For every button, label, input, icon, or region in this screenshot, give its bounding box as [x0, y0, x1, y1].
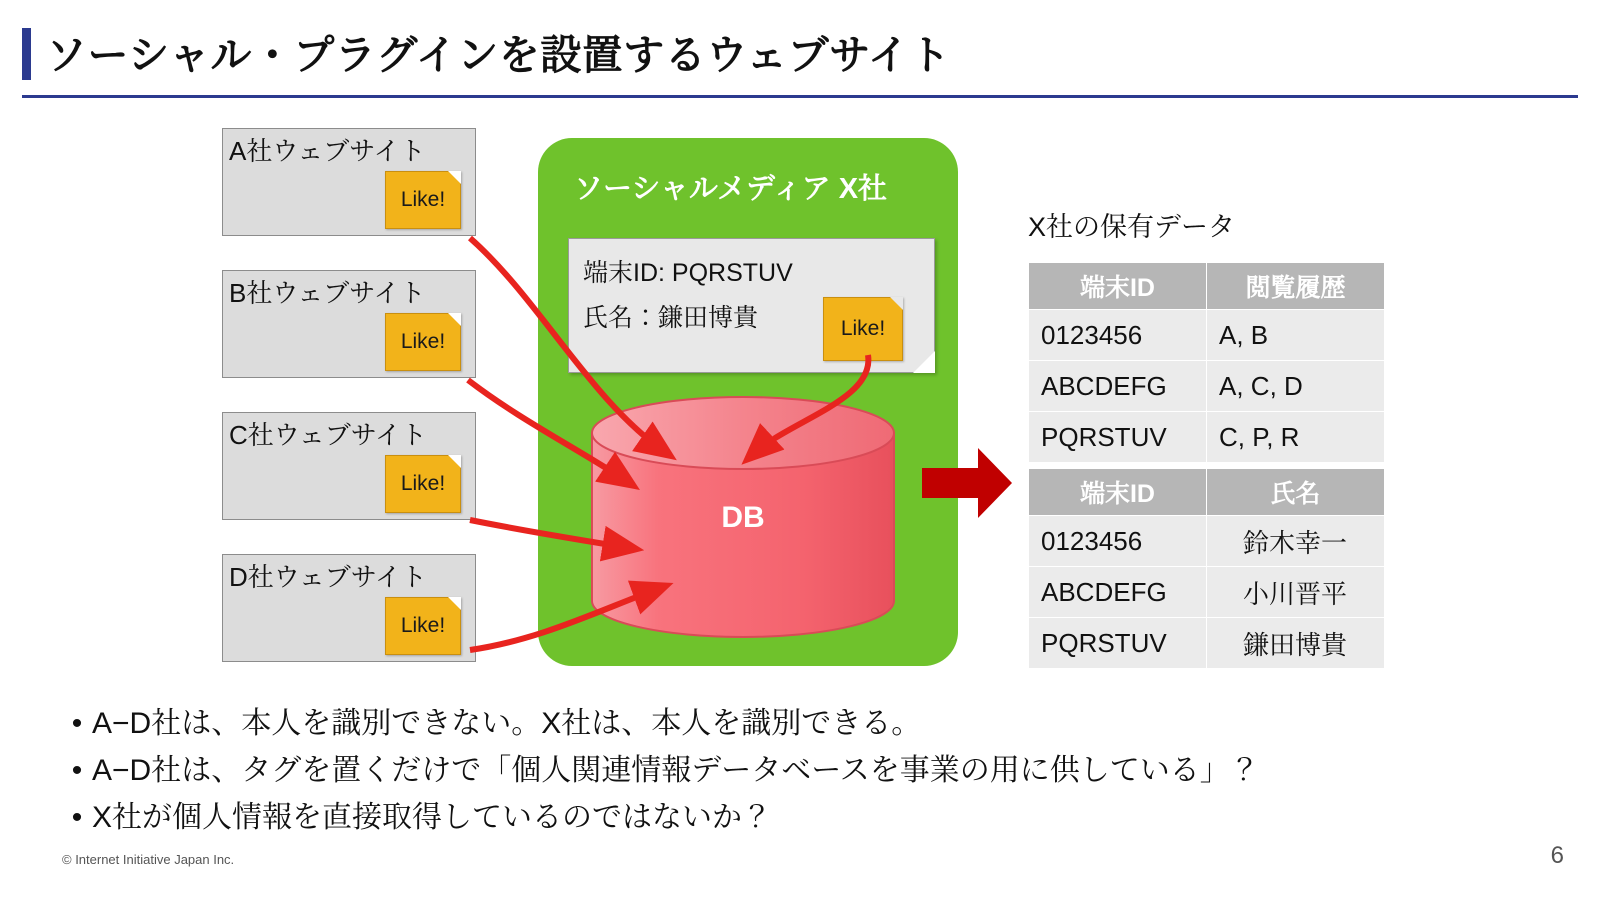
cell-device-id: PQRSTUV	[1029, 412, 1207, 463]
cell-history: A, B	[1207, 310, 1385, 361]
bullet-item	[62, 747, 1562, 794]
table-header-row	[1029, 469, 1385, 516]
website-box-b	[222, 270, 476, 378]
website-label: A社ウェブサイト	[229, 136, 426, 166]
bullet-dot-icon: •	[71, 801, 83, 834]
website-box-d	[222, 554, 476, 662]
like-plugin-icon[interactable]: Like!	[823, 297, 903, 361]
website-label: D社ウェブサイト	[229, 562, 427, 592]
bullet-item	[62, 700, 1562, 747]
website-box-c	[222, 412, 476, 520]
cell-history: C, P, R	[1207, 412, 1385, 463]
column-header-history: 閲覧履歴	[1207, 263, 1385, 310]
table-row	[1029, 310, 1385, 361]
copyright-notice: © Internet Initiative Japan Inc.	[62, 852, 235, 867]
like-plugin-icon[interactable]: Like!	[385, 171, 461, 229]
cell-history: A, C, D	[1207, 361, 1385, 412]
database-cylinder	[588, 393, 898, 641]
like-plugin-icon[interactable]: Like!	[385, 597, 461, 655]
browsing-history-table	[1028, 262, 1385, 463]
owned-data-caption: X社の保有データ	[1028, 212, 1236, 242]
table-row	[1029, 516, 1385, 567]
table-row	[1029, 618, 1385, 669]
website-label: C社ウェブサイト	[229, 420, 427, 450]
cell-device-id: ABCDEFG	[1029, 567, 1207, 618]
cell-name: 小川晋平	[1207, 567, 1385, 618]
cell-device-id: ABCDEFG	[1029, 361, 1207, 412]
bullet-text: A−D社は、タグを置くだけで「個人関連情報データベースを事業の用に供している」？	[92, 754, 1260, 787]
title-accent-bar	[22, 28, 31, 80]
cell-device-id: 0123456	[1029, 516, 1207, 567]
social-media-panel	[538, 138, 958, 666]
like-plugin-icon[interactable]: Like!	[385, 313, 461, 371]
cell-device-id: PQRSTUV	[1029, 618, 1207, 669]
database-label: DB	[721, 501, 765, 534]
bullet-item	[62, 794, 1562, 841]
slide-header	[0, 14, 1600, 94]
bullet-list	[62, 700, 1562, 841]
like-plugin-icon[interactable]: Like!	[385, 455, 461, 513]
page-number: 6	[1550, 842, 1564, 869]
column-header-device-id: 端末ID	[1029, 263, 1207, 310]
cell-device-id: 0123456	[1029, 310, 1207, 361]
bullet-dot-icon: •	[71, 754, 83, 787]
table-row	[1029, 361, 1385, 412]
bullet-text: A−D社は、本人を識別できない。X社は、本人を識別できる。	[92, 707, 922, 740]
cell-name: 鎌田博貴	[1207, 618, 1385, 669]
name-table	[1028, 468, 1385, 669]
name-line: 氏名：鎌田博貴	[583, 304, 759, 332]
title-divider	[22, 95, 1578, 98]
cell-name: 鈴木幸一	[1207, 516, 1385, 567]
device-id-line: 端末ID: PQRSTUV	[583, 259, 793, 287]
table-row	[1029, 567, 1385, 618]
bullet-dot-icon: •	[71, 707, 83, 740]
website-label: B社ウェブサイト	[229, 278, 426, 308]
website-box-a	[222, 128, 476, 236]
user-record-card	[568, 238, 935, 373]
bullet-text: X社が個人情報を直接取得しているのではないか？	[92, 801, 773, 834]
table-row	[1029, 412, 1385, 463]
table-header-row	[1029, 263, 1385, 310]
social-media-title: ソーシャルメディア X社	[574, 173, 888, 205]
column-header-device-id: 端末ID	[1029, 469, 1207, 516]
page-title: ソーシャル・プラグインを設置するウェブサイト	[46, 32, 951, 78]
column-header-name: 氏名	[1207, 469, 1385, 516]
